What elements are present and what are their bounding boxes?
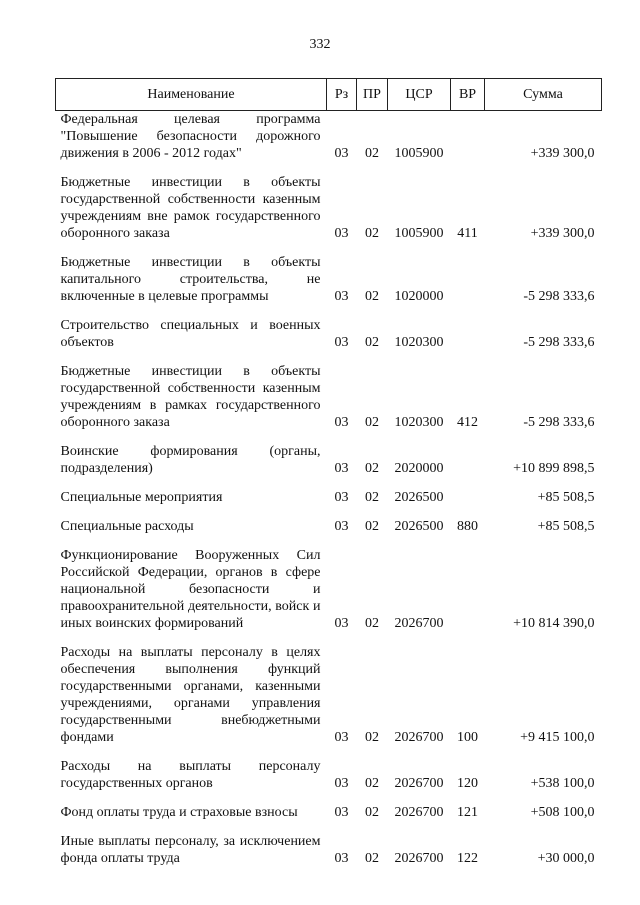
row-vr <box>451 443 485 477</box>
table-row <box>56 254 602 305</box>
row-csr: 2020000 <box>394 461 444 476</box>
row-pr: 02 <box>365 226 379 241</box>
row-vr <box>451 547 485 632</box>
row-pr: 02 <box>365 335 379 350</box>
row-rz: 03 <box>334 730 349 745</box>
row-vr: 100 <box>457 730 478 745</box>
row-sum: +508 100,0 <box>530 805 595 820</box>
row-csr: 2026700 <box>394 851 444 866</box>
row-name: Бюджетные инвестиции в объекты государственной собственности казенным учреждениям в рамках государственного оборонного заказа <box>60 364 321 430</box>
page-number: 332 <box>309 37 331 52</box>
row-sum: +10 899 898,5 <box>513 461 595 476</box>
row-sum: -5 298 333,6 <box>523 289 595 304</box>
table-row <box>56 317 602 351</box>
row-vr <box>451 254 485 305</box>
header-rz: Рз <box>327 79 357 111</box>
header-name: Наименование <box>56 79 327 111</box>
row-name: Функционирование Вооруженных Сил Российской Федерации, органов в сфере национальной безопасности и правоохранительной деятельности, войск и иных воинских формирований <box>60 548 321 631</box>
row-sum: +9 415 100,0 <box>520 730 595 745</box>
header-sum: Сумма <box>485 79 602 111</box>
table-body <box>56 111 602 868</box>
row-name: Специальные расходы <box>60 519 194 534</box>
row-csr: 1020300 <box>394 415 444 430</box>
table-row <box>56 111 602 163</box>
row-sum: -5 298 333,6 <box>523 415 595 430</box>
row-name: Фонд оплаты труда и страховые взносы <box>60 805 298 820</box>
row-sum: +10 814 390,0 <box>513 616 595 631</box>
row-pr: 02 <box>365 776 379 791</box>
table-row <box>56 443 602 477</box>
row-sum: +339 300,0 <box>530 146 595 161</box>
row-rz: 03 <box>334 289 349 304</box>
row-pr: 02 <box>365 490 379 505</box>
table-row <box>56 363 602 431</box>
row-rz: 03 <box>334 616 349 631</box>
row-csr: 2026700 <box>394 776 444 791</box>
table-row <box>56 547 602 632</box>
row-rz: 03 <box>334 461 349 476</box>
row-pr: 02 <box>365 146 379 161</box>
row-rz: 03 <box>334 851 349 866</box>
row-sum: +30 000,0 <box>537 851 595 866</box>
row-csr: 2026700 <box>394 805 444 820</box>
row-pr: 02 <box>365 616 379 631</box>
row-rz: 03 <box>334 776 349 791</box>
row-sum: +538 100,0 <box>530 776 595 791</box>
row-vr: 880 <box>457 519 478 534</box>
row-sum: +85 508,5 <box>537 490 595 505</box>
row-csr: 1020300 <box>394 335 444 350</box>
row-name: Иные выплаты персоналу, за исключением фонда оплаты труда <box>60 834 321 866</box>
row-pr: 02 <box>365 805 379 820</box>
row-csr: 2026500 <box>394 490 444 505</box>
row-sum: +85 508,5 <box>537 519 595 534</box>
table-row <box>56 833 602 867</box>
row-csr: 1020000 <box>394 289 444 304</box>
row-rz: 03 <box>334 335 349 350</box>
row-pr: 02 <box>365 289 379 304</box>
header-pr: ПР <box>357 79 388 111</box>
row-rz: 03 <box>334 519 349 534</box>
row-sum: -5 298 333,6 <box>523 335 595 350</box>
row-vr <box>451 111 485 163</box>
row-vr: 122 <box>457 851 478 866</box>
row-rz: 03 <box>334 226 349 241</box>
row-name: Расходы на выплаты персоналу государственных органов <box>60 759 321 791</box>
table-row <box>56 644 602 746</box>
row-name: Бюджетные инвестиции в объекты государственной собственности казенным учреждениям вне рамок государственного оборонного заказа <box>60 175 321 241</box>
table-row <box>56 489 602 506</box>
row-csr: 2026700 <box>394 730 444 745</box>
header-vr: ВР <box>451 79 485 111</box>
table-row <box>56 174 602 242</box>
row-name: Расходы на выплаты персоналу в целях обеспечения выполнения функций государственными органами, казенными учреждениями, органами управления государственными внебюджетными фондами <box>60 645 321 745</box>
row-csr: 1005900 <box>394 226 444 241</box>
row-pr: 02 <box>365 519 379 534</box>
row-csr: 2026700 <box>394 616 444 631</box>
table-row <box>56 758 602 792</box>
table-row <box>56 518 602 535</box>
row-rz: 03 <box>334 490 349 505</box>
row-pr: 02 <box>365 461 379 476</box>
budget-table <box>55 78 602 867</box>
row-pr: 02 <box>365 415 379 430</box>
row-name: Воинские формирования (органы, подразделения) <box>60 444 321 476</box>
row-vr <box>451 489 485 506</box>
row-vr: 120 <box>457 776 478 791</box>
row-name: Федеральная целевая программа "Повышение безопасности дорожного движения в 2006 - 2012 годах" <box>60 112 321 161</box>
row-name: Бюджетные инвестиции в объекты капитального строительства, не включенные в целевые программы <box>60 255 321 304</box>
table-header-row <box>56 79 602 111</box>
row-name: Специальные мероприятия <box>60 490 223 505</box>
row-rz: 03 <box>334 146 349 161</box>
row-rz: 03 <box>334 415 349 430</box>
row-sum: +339 300,0 <box>530 226 595 241</box>
row-pr: 02 <box>365 851 379 866</box>
row-vr <box>451 317 485 351</box>
row-pr: 02 <box>365 730 379 745</box>
row-rz: 03 <box>334 805 349 820</box>
table-row <box>56 804 602 821</box>
header-csr: ЦСР <box>388 79 451 111</box>
row-csr: 1005900 <box>394 146 444 161</box>
row-csr: 2026500 <box>394 519 444 534</box>
row-vr: 121 <box>457 805 478 820</box>
row-name: Строительство специальных и военных объектов <box>60 318 321 350</box>
row-vr: 411 <box>457 226 478 241</box>
row-vr: 412 <box>457 415 478 430</box>
